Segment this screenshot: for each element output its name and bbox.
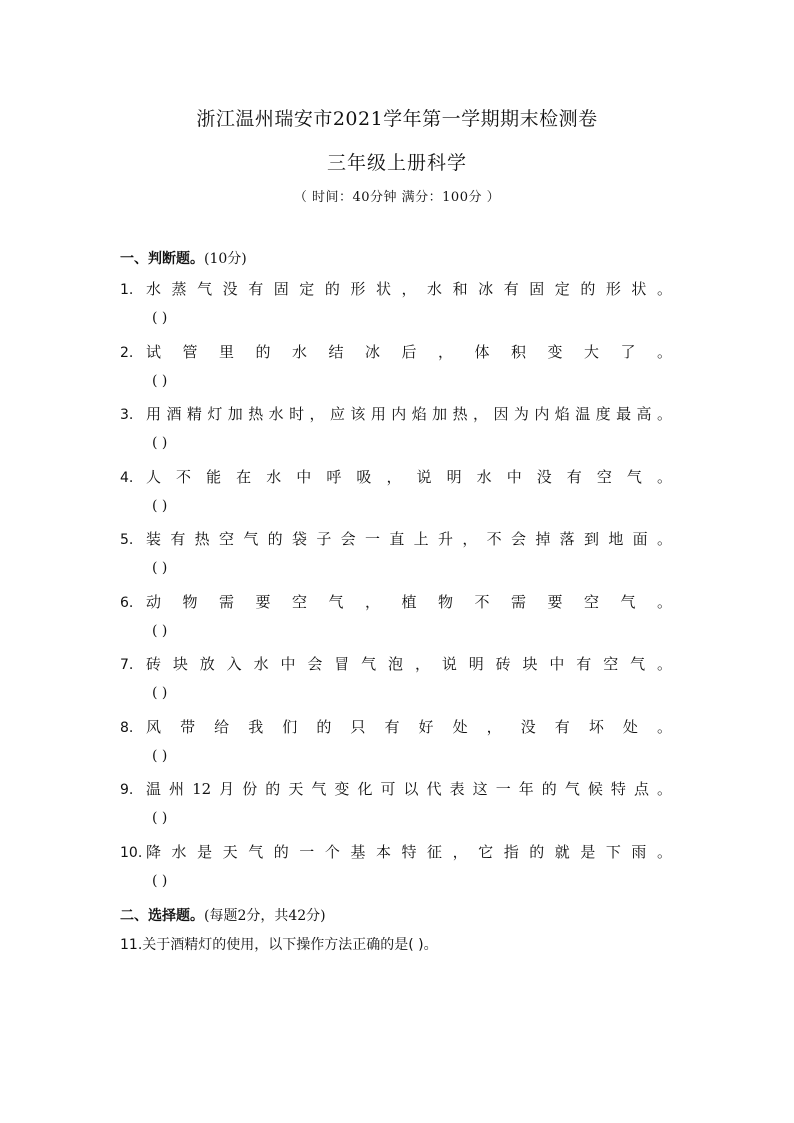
section-title: 二、选择题。 <box>120 908 204 924</box>
question-5 <box>120 528 672 590</box>
question-text: 关于酒精灯的使用，以下操作方法正确的是( )。 <box>142 937 438 953</box>
section-score: (10分) <box>204 251 247 267</box>
question-number: 1. <box>120 282 134 298</box>
answer-blank[interactable]: ( ) <box>152 622 168 639</box>
question-number: 10. <box>120 844 143 861</box>
answer-blank[interactable]: ( ) <box>152 872 168 889</box>
question-text: 降水是天气的一个基本特征，它指的就是下雨。 <box>146 842 672 861</box>
answer-blank[interactable]: ( ) <box>152 560 168 576</box>
question-text: 装有热空气的袋子会一直上升，不会掉落到地面。 <box>146 530 672 548</box>
question-2 <box>120 341 672 403</box>
section-true-false-heading <box>120 248 247 268</box>
question-text: 风带给我们的只有好处，没有坏处。 <box>146 717 672 736</box>
question-number: 3. <box>120 407 134 423</box>
exam-title: 浙江温州瑞安市2021学年第一学期期末检测卷 <box>196 108 598 130</box>
section-score: (每题2分，共42分) <box>204 908 326 924</box>
question-number: 7. <box>120 657 134 673</box>
question-number: 4. <box>120 469 134 486</box>
answer-blank[interactable]: ( ) <box>152 435 168 451</box>
question-8 <box>120 716 672 778</box>
exam-subtitle: 三年级上册科学 <box>326 152 467 174</box>
answer-blank[interactable]: ( ) <box>152 810 168 826</box>
exam-info: （ 时间：40分钟 满分：100分 ） <box>293 190 501 205</box>
section-title: 一、判断题。 <box>120 251 204 267</box>
question-4 <box>120 466 672 528</box>
question-text: 人不能在水中呼吸，说明水中没有空气。 <box>146 467 672 486</box>
question-3 <box>120 403 672 465</box>
question-7 <box>120 653 672 715</box>
question-11 <box>120 934 438 954</box>
question-number: 11. <box>120 937 143 953</box>
question-number: 5. <box>120 532 134 548</box>
answer-blank[interactable]: ( ) <box>152 372 168 389</box>
answer-blank[interactable]: ( ) <box>152 685 168 701</box>
question-6 <box>120 591 672 653</box>
question-9 <box>120 778 672 840</box>
question-number: 8. <box>120 719 134 736</box>
question-1 <box>120 278 672 340</box>
question-text: 动物需要空气，植物不需要空气。 <box>146 592 672 611</box>
question-text: 用酒精灯加热水时，应该用内焰加热，因为内焰温度最高。 <box>146 405 672 423</box>
section-multiple-choice-heading <box>120 905 326 925</box>
question-number: 6. <box>120 594 134 611</box>
answer-blank[interactable]: ( ) <box>152 747 168 764</box>
answer-blank[interactable]: ( ) <box>152 497 168 514</box>
question-text: 试管里的水结冰后，体积变大了。 <box>146 342 672 361</box>
question-number: 9. <box>120 782 134 798</box>
question-text: 砖块放入水中会冒气泡，说明砖块中有空气。 <box>146 655 672 673</box>
question-10 <box>120 841 672 903</box>
question-text: 水蒸气没有固定的形状，水和冰有固定的形状。 <box>146 280 672 298</box>
answer-blank[interactable]: ( ) <box>152 310 168 326</box>
question-text: 温州12月份的天气变化可以代表这一年的气候特点。 <box>146 780 672 798</box>
question-number: 2. <box>120 344 134 361</box>
